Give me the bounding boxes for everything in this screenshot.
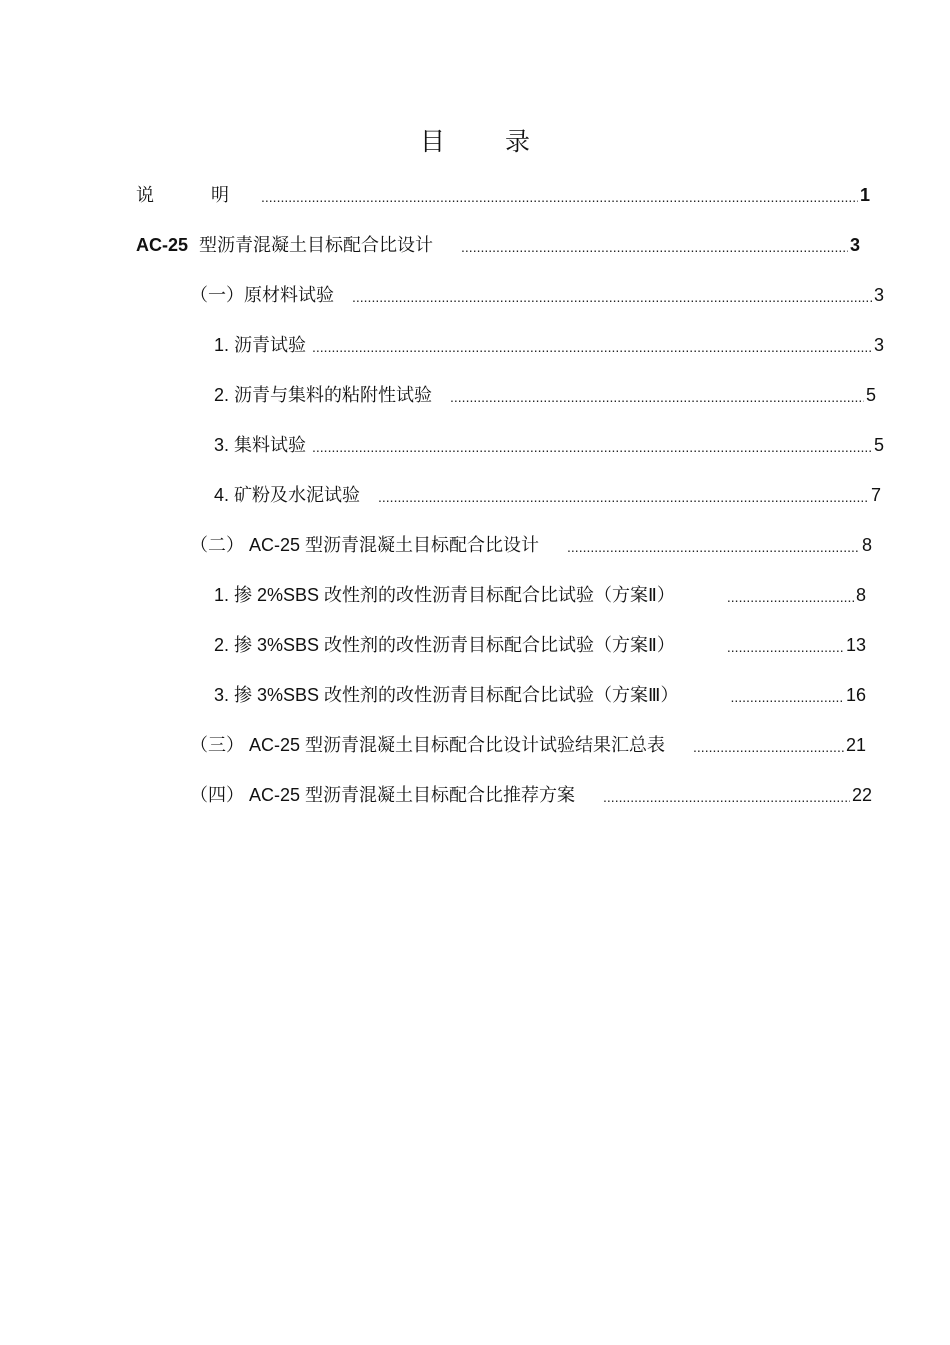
- toc-entry-label-wrap: [136, 234, 433, 256]
- toc-entry-label: 3. 掺 3%SBS 改性剂的改性沥青目标配合比试验（方案Ⅲ）: [214, 685, 679, 705]
- toc-entry[interactable]: [214, 330, 884, 356]
- toc-entry[interactable]: [190, 780, 872, 806]
- toc-entry-page: 3: [873, 285, 884, 305]
- toc-entry-page: 5: [865, 385, 876, 405]
- toc-entry-label: 2. 沥青与集料的粘附性试验: [214, 385, 433, 405]
- toc-leader-dots: [727, 638, 844, 656]
- toc-entry-page: 13: [845, 635, 866, 655]
- toc-entry-page: 8: [855, 585, 866, 605]
- toc-entry-label: 说 明: [136, 185, 256, 205]
- toc-leader-dots: [730, 688, 844, 706]
- toc-leader-dots: [567, 538, 860, 556]
- toc-entry-page: 1: [859, 185, 870, 205]
- toc-entry[interactable]: [136, 180, 870, 206]
- toc-entry-label: （三） AC-25 型沥青混凝土目标配合比设计试验结果汇总表: [190, 735, 666, 755]
- toc-entry[interactable]: [214, 580, 866, 606]
- toc-leader-dots: [312, 438, 872, 456]
- toc-leader-dots: [693, 738, 844, 756]
- toc-entry-page: 5: [873, 435, 884, 455]
- toc-leader-dots: [603, 788, 850, 806]
- toc-entry-page: 8: [861, 535, 872, 555]
- toc-leader-dots: [378, 488, 869, 506]
- toc-entry[interactable]: [214, 680, 866, 706]
- toc-entry-page: 21: [845, 735, 866, 755]
- toc-entry-label: 型沥青混凝土目标配合比设计: [199, 235, 434, 255]
- toc-entry-lead: AC-25: [136, 235, 189, 255]
- toc-entry[interactable]: [190, 530, 872, 556]
- toc-entry[interactable]: [136, 230, 860, 256]
- toc-leader-dots: [312, 338, 872, 356]
- toc-entry[interactable]: [214, 430, 884, 456]
- toc-entry[interactable]: [214, 380, 876, 406]
- toc-leader-dots: [450, 388, 864, 406]
- toc-leader-dots: [352, 288, 872, 306]
- toc-entry-label: 1. 掺 2%SBS 改性剂的改性沥青目标配合比试验（方案Ⅱ）: [214, 585, 675, 605]
- toc-entry-page: 16: [845, 685, 866, 705]
- toc-entry[interactable]: [190, 280, 884, 306]
- toc-leader-dots: [727, 588, 854, 606]
- toc-entry-label: 2. 掺 3%SBS 改性剂的改性沥青目标配合比试验（方案Ⅱ）: [214, 635, 675, 655]
- toc-entry-page: 3: [873, 335, 884, 355]
- toc-entry-label: 1. 沥青试验: [214, 335, 307, 355]
- page-title: 目 录: [420, 127, 556, 156]
- toc-entry[interactable]: [190, 730, 866, 756]
- toc-entry-label: （二） AC-25 型沥青混凝土目标配合比设计: [190, 535, 540, 555]
- toc-entry[interactable]: [214, 630, 866, 656]
- toc-entry-page: 3: [849, 235, 860, 255]
- toc-leader-dots: [261, 188, 858, 206]
- toc-entry-page: 22: [851, 785, 872, 805]
- toc-entry-label: 3. 集料试验: [214, 435, 307, 455]
- toc-entry-page: 7: [870, 485, 881, 505]
- toc-entry-label: （四） AC-25 型沥青混凝土目标配合比推荐方案: [190, 785, 576, 805]
- toc-entry-label: 4. 矿粉及水泥试验: [214, 485, 361, 505]
- toc-leader-dots: [461, 238, 848, 256]
- toc-entry-label: （一）原材料试验: [190, 285, 334, 305]
- toc-entry[interactable]: [214, 480, 881, 506]
